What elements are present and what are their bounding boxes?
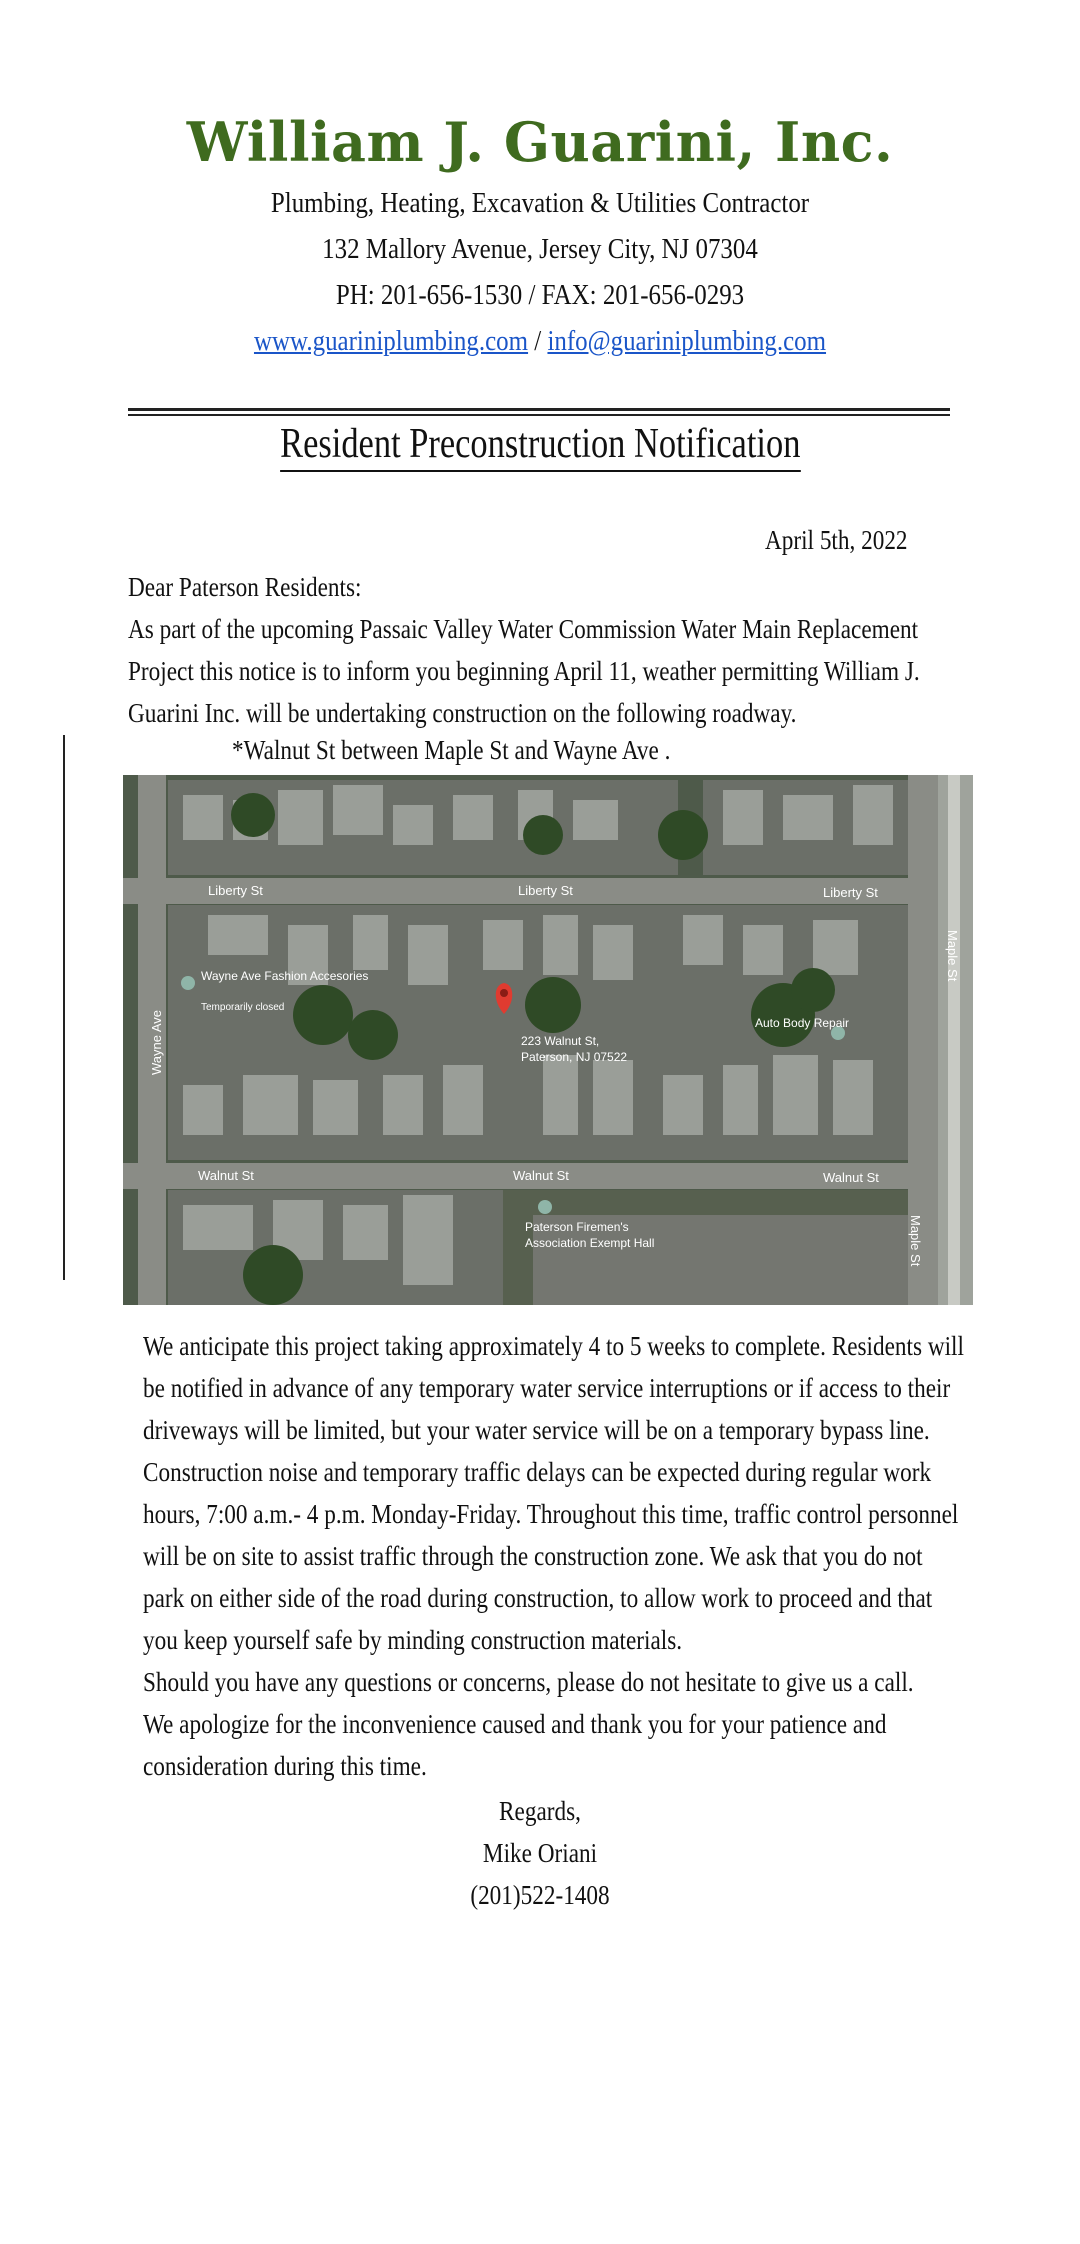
body-line: park on either side of the road during construction, to allow work to proceed and that: [143, 1583, 933, 1613]
header-rule: [128, 408, 950, 411]
body-line: Should you have any questions or concerns, please do not hesitate to give us a call.: [143, 1667, 914, 1697]
notice-title-wrap: [0, 420, 1080, 472]
map-label-walnut: Walnut St: [198, 1168, 254, 1183]
intro-line: Guarini Inc. will be undertaking construction on the following roadway.: [128, 698, 797, 728]
contact-links: [76, 325, 1005, 358]
map-label-walnut: Walnut St: [513, 1168, 569, 1183]
intro-line: As part of the upcoming Passaic Valley Water Commission Water Main Replacement: [128, 614, 919, 644]
body-line: Construction noise and temporary traffic delays can be expected during regular work: [143, 1457, 932, 1487]
company-tagline: Plumbing, Heating, Excavation & Utilities Contractor: [270, 187, 810, 219]
company-phone-fax: PH: 201-656-1530 / FAX: 201-656-0293: [335, 279, 745, 311]
hall-label-line1: Paterson Firemen's: [525, 1220, 629, 1234]
body-line: We anticipate this project taking approximately 4 to 5 weeks to complete. Residents will: [143, 1331, 964, 1361]
signature-block: [0, 1790, 1080, 1916]
map-label-walnut: Walnut St: [823, 1170, 879, 1185]
company-address: 132 Mallory Avenue, Jersey City, NJ 07304: [322, 233, 758, 265]
link-separator: /: [528, 325, 548, 357]
satellite-map: [123, 775, 973, 1305]
map-label-maple: Maple St: [945, 930, 960, 982]
company-name: William J. Guarini, Inc.: [186, 110, 894, 174]
body-line: be notified in advance of any temporary water service interruptions or if access to their: [143, 1373, 951, 1403]
pin-address-line1: 223 Walnut St,: [521, 1034, 600, 1048]
hall-label-line2: Association Exempt Hall: [525, 1236, 655, 1250]
signer-name: Mike Oriani: [482, 1838, 598, 1868]
body-line: you keep yourself safe by minding construction materials.: [143, 1625, 683, 1655]
closing: Regards,: [499, 1796, 581, 1826]
letter-body: [143, 1325, 964, 1787]
map-label-liberty: Liberty St: [823, 885, 878, 900]
shop-poi-icon: [181, 976, 195, 990]
letter-date: April 5th, 2022: [765, 525, 908, 555]
website-link[interactable]: www.guariniplumbing.com: [253, 325, 529, 357]
shop-status: Temporarily closed: [201, 1002, 285, 1013]
map-label-maple: Maple St: [908, 1215, 923, 1267]
pin-address-line2: Paterson, NJ 07522: [521, 1050, 628, 1064]
hall-poi-icon: [538, 1200, 552, 1214]
map-label-wayne: Wayne Ave: [149, 1009, 164, 1075]
body-line: hours, 7:00 a.m.- 4 p.m. Monday-Friday. Throughout this time, traffic control personnel: [143, 1499, 959, 1529]
signer-phone: (201)522-1408: [470, 1880, 610, 1910]
header-rule-thin: [128, 414, 950, 416]
shop-name: Wayne Ave Fashion Accesories: [201, 969, 369, 983]
body-line: driveways will be limited, but your water service will be on a temporary bypass line.: [143, 1415, 930, 1445]
body-line: We apologize for the inconvenience caused and thank you for your patience and: [143, 1709, 887, 1739]
auto-body-label: Auto Body Repair: [755, 1016, 850, 1030]
letter-intro: [128, 566, 920, 734]
map-label-liberty: Liberty St: [518, 883, 573, 898]
notice-title: Resident Preconstruction Notification: [280, 420, 800, 472]
salutation: Dear Paterson Residents:: [128, 572, 362, 602]
roadway-line: *Walnut St between Maple St and Wayne Ave .: [232, 735, 671, 765]
map-label-liberty: Liberty St: [208, 883, 263, 898]
email-link[interactable]: info@guariniplumbing.com: [547, 325, 827, 357]
intro-line: Project this notice is to inform you beginning April 11, weather permitting William J.: [128, 656, 920, 686]
body-line: consideration during this time.: [143, 1751, 427, 1781]
map-svg: [123, 775, 973, 1305]
body-line: will be on site to assist traffic through the construction zone. We ask that you do not: [143, 1541, 923, 1571]
margin-line: [63, 735, 65, 1280]
